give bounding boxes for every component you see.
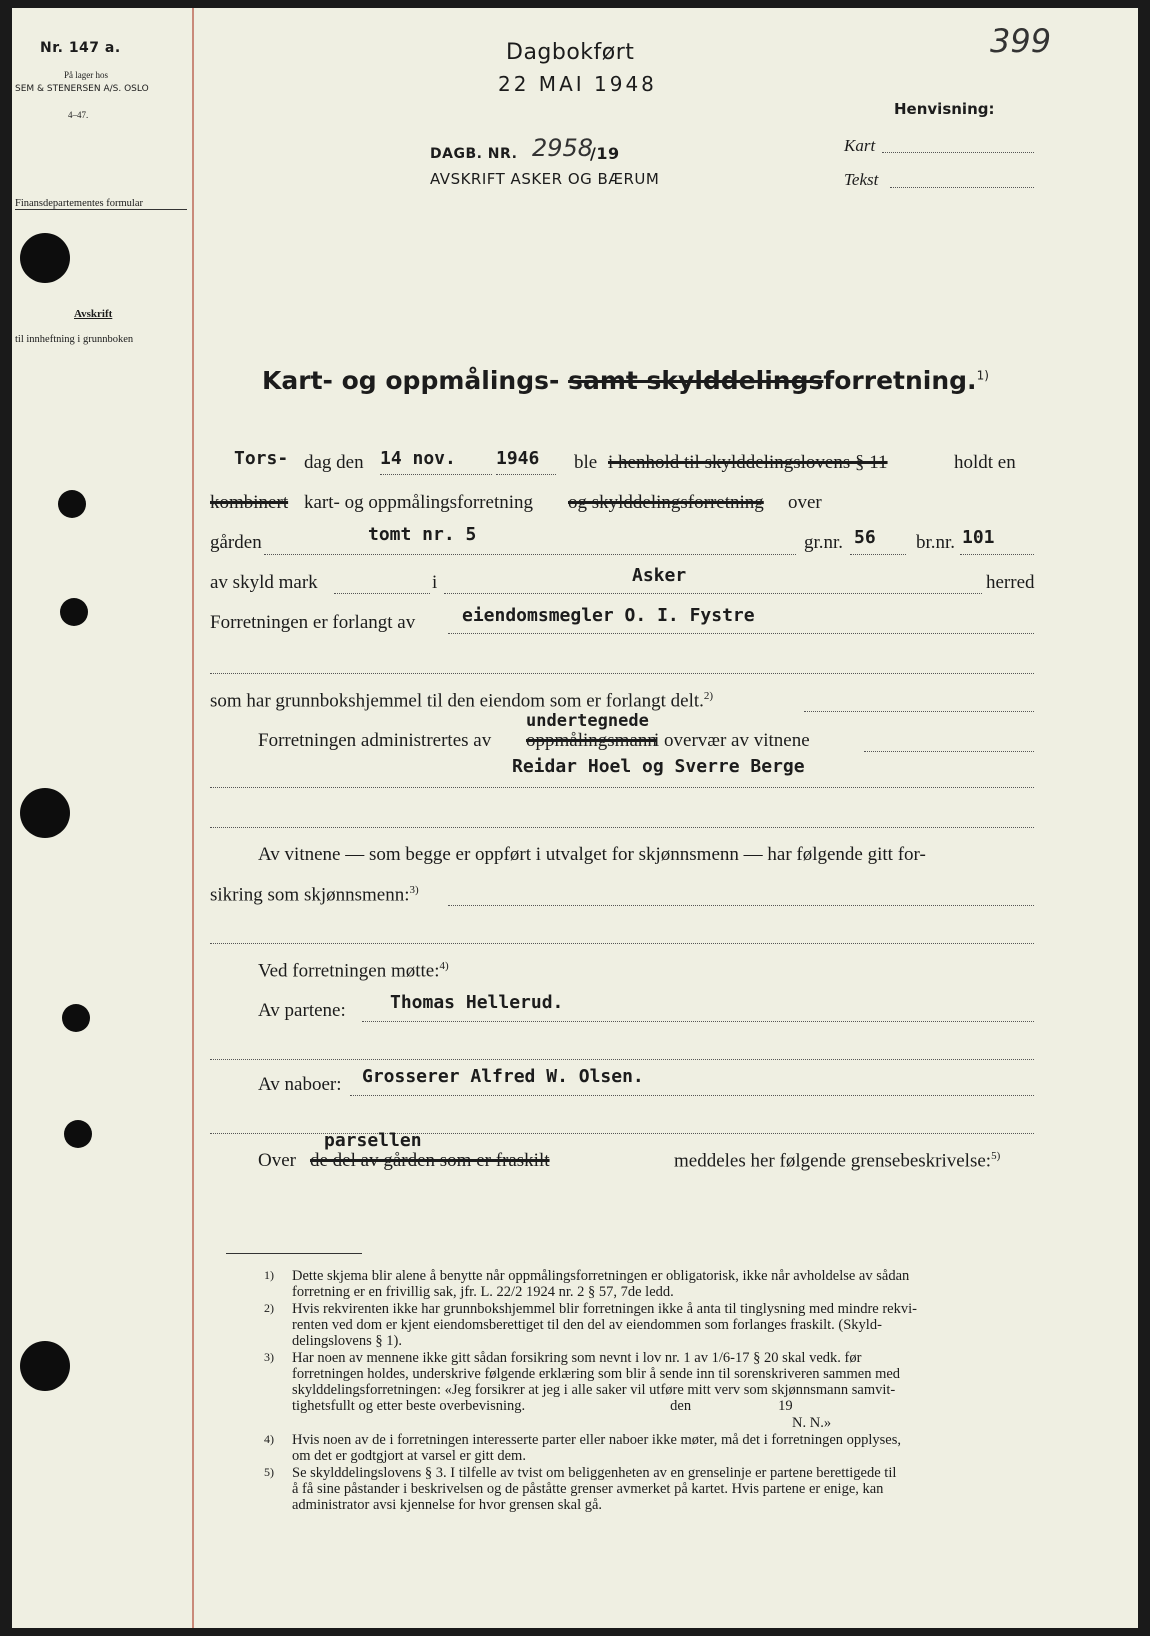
- brnr-line: [960, 553, 1034, 555]
- over-post: meddeles her følgende grensebeskrivelse:$^{5)}$: [674, 1150, 1001, 1172]
- admin-struck: oppmålingsmann: [526, 730, 657, 751]
- footnote-number: 4): [264, 1432, 274, 1446]
- punch-hole: [62, 1004, 90, 1032]
- kart-og-label: kart- og oppmålingsforretning: [304, 492, 534, 513]
- dagbokfort-stamp: Dagbokført: [506, 40, 635, 65]
- partene-line: [362, 1020, 1034, 1022]
- date-line: [380, 473, 492, 475]
- punch-hole: [20, 233, 70, 283]
- vitner-line-2: [210, 942, 1034, 944]
- title-part2: forretning.: [823, 366, 977, 395]
- page-number: 399: [990, 22, 1052, 60]
- hjemmel-line: [804, 710, 1034, 712]
- over-label: over: [788, 492, 822, 513]
- title-note: 1): [976, 368, 989, 383]
- footnote-line: N. N.»: [792, 1415, 832, 1431]
- footnote: [264, 1301, 1034, 1349]
- motte-label: Ved forretningen møtte:$^{4)}$: [258, 960, 449, 982]
- footnote-line: administrator avsi kjennelse for hvor grensen skal gå.: [292, 1497, 603, 1513]
- avskrift-sub: til innheftning i grunnboken: [15, 334, 134, 345]
- naboer-line: [350, 1094, 1034, 1096]
- dagb-number: 2958: [532, 134, 594, 162]
- kart-label: Kart: [844, 136, 876, 155]
- footnote-line: Hvis rekvirenten ikke har grunnbokshjemmel blir forretningen ikke å anta til tinglysning med mindre rekvi-: [292, 1301, 917, 1317]
- witness-line-2: [210, 826, 1034, 828]
- herred-line: [444, 592, 982, 594]
- herred-value: Asker: [632, 565, 687, 586]
- skyld-line: [334, 592, 430, 594]
- brnr-label: br.nr.: [916, 532, 956, 553]
- tekst-line: [890, 186, 1034, 188]
- footnote-line: Se skylddelingslovens § 3. I tilfelle av tvist om beliggenheten av en grenselinje er partene berettigede til: [292, 1465, 897, 1481]
- partene-value: Thomas Hellerud.: [390, 992, 564, 1013]
- stamp-date: 22 MAI 1948: [498, 72, 657, 96]
- footnote-line: forretning er en frivillig sak, jfr. L. 22/2 1924 nr. 2 § 57, 7de ledd.: [292, 1284, 674, 1300]
- dagb-year: /19: [590, 144, 620, 163]
- ble-label: ble: [574, 452, 598, 473]
- naboer-value: Grosserer Alfred W. Olsen.: [362, 1066, 644, 1087]
- footnote: [264, 1465, 1034, 1513]
- admin-inserted: undertegnede: [526, 711, 649, 731]
- garden-line: [264, 553, 796, 555]
- punch-hole: [20, 788, 70, 838]
- vitner-text-2: sikring som skjønnsmenn:$^{3)}$: [210, 884, 419, 906]
- i-label: i: [432, 572, 438, 593]
- printer-line: På lager hos: [64, 70, 108, 80]
- witnesses-value: Reidar Hoel og Sverre Berge: [512, 756, 805, 777]
- admin-post: i overvær av vitnene: [654, 730, 810, 751]
- footnote: [264, 1350, 1034, 1414]
- tekst-label: Tekst: [844, 170, 879, 189]
- footnote: [264, 1415, 1034, 1431]
- footnote-line: forretningen holdes, underskrive følgende erklæring som blir å sende inn til sorenskriveren sammen med: [292, 1366, 901, 1382]
- forlangt-label: Forretningen er forlangt av: [210, 612, 416, 633]
- hjemmel-text: som har grunnbokshjemmel til den eiendom som er forlangt delt.$^{2)}$: [210, 690, 714, 712]
- document-page: [12, 8, 1138, 1628]
- footnote: [264, 1432, 1034, 1464]
- footnote-line: tighetsfullt og etter beste overbevisning. den 19: [292, 1398, 793, 1414]
- herred-label: herred: [986, 572, 1035, 593]
- dag-den-label: dag den: [304, 452, 364, 473]
- footnote-separator: [226, 1253, 362, 1254]
- form-title: [262, 366, 989, 395]
- grnr-label: gr.nr.: [804, 532, 844, 553]
- over-grense-label: Over: [258, 1150, 296, 1171]
- admin-label: Forretningen administrertes av: [258, 730, 492, 751]
- grnr-value: 56: [854, 527, 876, 548]
- partene-label: Av partene:: [258, 1000, 346, 1021]
- henhold-struck: i henhold til skylddelingslovens § 11: [608, 452, 888, 473]
- footnote-number: 5): [264, 1465, 274, 1479]
- title-struck: samt skylddelings: [568, 366, 824, 395]
- year-value: 1946: [496, 448, 540, 469]
- form-owner: Finansdepartementes formular: [15, 198, 187, 210]
- avskrift-label: Avskrift: [74, 308, 113, 320]
- vitner-text-1: Av vitnene — som begge er oppført i utvalget for skjønnsmenn — har følgende gitt for-: [258, 844, 926, 865]
- footnote-number: 2): [264, 1301, 274, 1315]
- partene-line-2: [210, 1058, 1034, 1060]
- day-value: Tors-: [234, 448, 289, 469]
- footnote-line: Dette skjema blir alene å benytte når oppmålingsforretningen er obligatorisk, ikke når avholdelse av sådan: [292, 1268, 910, 1284]
- brnr-value: 101: [962, 527, 995, 548]
- forlangt-line: [448, 632, 1034, 634]
- witness-line: [210, 786, 1034, 788]
- garden-value: tomt nr. 5: [368, 524, 477, 545]
- footnote-number: 3): [264, 1350, 274, 1364]
- footnote: [264, 1268, 1034, 1300]
- blank-line: [210, 672, 1034, 674]
- footnote-line: å få sine påstander i beskrivelsen og de påståtte grenser avmerket på kartet. Hvis partene er enige, kan: [292, 1481, 884, 1497]
- skylddeling-struck: og skylddelingsforretning: [568, 492, 764, 513]
- kombinert-struck: kombinert: [210, 492, 289, 513]
- punch-hole: [20, 1341, 70, 1391]
- vitner-line: [448, 904, 1034, 906]
- grnr-line: [850, 553, 906, 555]
- footnote-number: 1): [264, 1268, 274, 1282]
- title-part1: Kart- og oppmålings-: [262, 366, 560, 395]
- over-inserted: parsellen: [324, 1130, 422, 1151]
- punch-hole: [64, 1120, 92, 1148]
- footnote-line: om det er godtgjort at varsel er gitt dem.: [292, 1448, 526, 1464]
- form-number: Nr. 147 a.: [40, 40, 121, 56]
- footnote-line: delingslovens § 1).: [292, 1333, 402, 1349]
- forlangt-value: eiendomsmegler O. I. Fystre: [462, 605, 755, 626]
- dagb-label: DAGB. NR.: [430, 146, 518, 162]
- kart-line: [882, 151, 1034, 153]
- admin-line: [864, 750, 1034, 752]
- year-line: [496, 473, 556, 475]
- avskrift-stamp: AVSKRIFT ASKER OG BÆRUM: [430, 170, 660, 188]
- punch-hole: [60, 598, 88, 626]
- footnote-line: renten ved dom er kjent eiendomsberettiget til den del av eiendommen som forlanges fraskilt. (Skyld-: [292, 1317, 882, 1333]
- printer-name: SEM & STENERSEN A/S. OSLO: [15, 84, 149, 94]
- holdt-en-label: holdt en: [954, 452, 1016, 473]
- garden-label: gården: [210, 532, 262, 553]
- date-value: 14 nov.: [380, 448, 456, 469]
- av-skyld-label: av skyld mark: [210, 572, 318, 593]
- printer-date: 4–47.: [68, 110, 89, 120]
- punch-hole: [58, 490, 86, 518]
- footnote-line: Hvis noen av de i forretningen interesserte parter eller naboer ikke møter, må det i forretningen opplyses,: [292, 1432, 902, 1448]
- footnote-line: skylddelingsforretningen: «Jeg forsikrer at jeg i alle saker vil utføre mitt verv som skjønnsmann samvit-: [292, 1382, 896, 1398]
- naboer-label: Av naboer:: [258, 1074, 342, 1095]
- over-struck: de del av gården som er fraskilt: [310, 1150, 550, 1171]
- footnote-line: Har noen av mennene ikke gitt sådan forsikring som nevnt i lov nr. 1 av 1/6-17 § 20 skal vedk. før: [292, 1350, 862, 1366]
- margin-line: [192, 8, 194, 1628]
- footnotes: [264, 1268, 1034, 1514]
- henvisning-title: Henvisning:: [894, 100, 995, 118]
